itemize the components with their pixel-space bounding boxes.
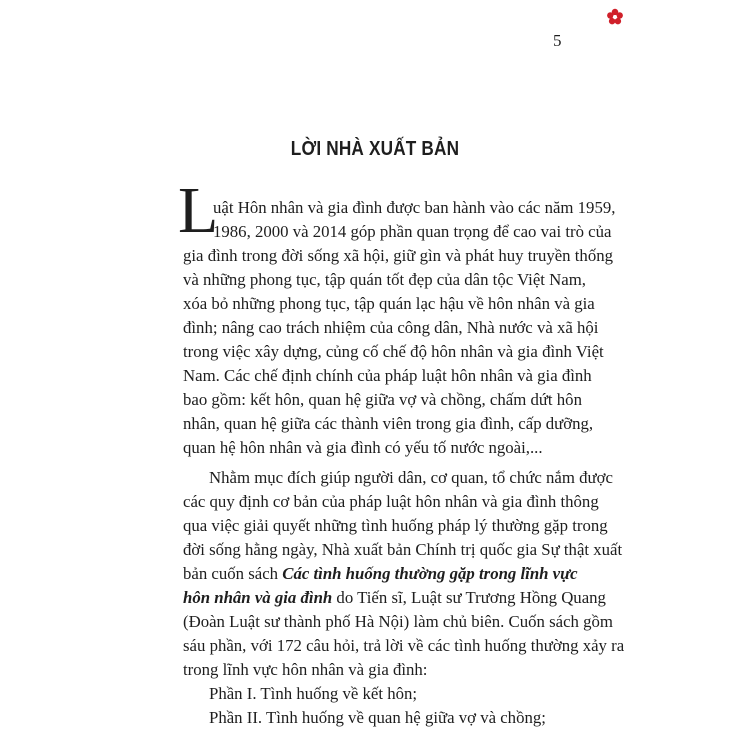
paragraph-line: 1986, 2000 và 2014 góp phần quan trọng để cao vai trò của (213, 222, 612, 241)
paragraph-line: xóa bỏ những phong tục, tập quán lạc hậu về hôn nhân và gia (183, 294, 595, 313)
paragraph-line: qua việc giải quyết những tình huống pháp lý thường gặp trong (183, 516, 608, 535)
paragraph-line: gia đình trong đời sống xã hội, giữ gìn và phát huy truyền thống (183, 246, 613, 265)
paragraph-line (183, 586, 606, 610)
paragraph-line: uật Hôn nhân và gia đình được ban hành vào các năm 1959, (213, 198, 616, 217)
list-item: Phần I. Tình huống về kết hôn; (209, 684, 418, 703)
paragraph-line: sáu phần, với 172 câu hỏi, trả lời về các tình huống thường xảy ra (183, 636, 625, 655)
paragraph-line: Nhằm mục đích giúp người dân, cơ quan, tổ chức nắm được (209, 468, 613, 487)
book-title-emphasis: Các tình huống thường gặp trong lĩnh vực (282, 564, 578, 583)
paragraph-line: Nam. Các chế định chính của pháp luật hôn nhân và gia đình (183, 366, 592, 385)
list-item: Phần II. Tình huống về quan hệ giữa vợ và chồng; (209, 708, 546, 727)
paragraph-line: (Đoàn Luật sư thành phố Hà Nội) làm chủ biên. Cuốn sách gồm (183, 612, 613, 631)
drop-cap: L (178, 174, 219, 247)
paragraph-line: trong lĩnh vực hôn nhân và gia đình: (183, 660, 428, 679)
paragraph-line: và những phong tục, tập quán tốt đẹp của dân tộc Việt Nam, (183, 270, 586, 289)
paragraph-line: đời sống hằng ngày, Nhà xuất bản Chính trị quốc gia Sự thật xuất (183, 540, 623, 559)
text-segment: bản cuốn sách (183, 564, 283, 583)
book-title-emphasis: hôn nhân và gia đình (183, 588, 333, 607)
paragraph-line: các quy định cơ bản của pháp luật hôn nhân và gia đình thông (183, 492, 599, 511)
paragraph-line (183, 562, 578, 586)
page-number: 5 (553, 31, 562, 50)
text-segment: do Tiến sĩ, Luật sư Trương Hồng Quang (332, 588, 606, 607)
paragraph-line: bao gồm: kết hôn, quan hệ giữa vợ và chồng, chấm dứt hôn (183, 390, 582, 409)
publisher-flower-logo-icon (606, 8, 624, 26)
paragraph-line: nhân, quan hệ giữa các thành viên trong gia đình, cấp dưỡng, (183, 414, 594, 433)
page-title: LỜI NHÀ XUẤT BẢN (290, 138, 460, 160)
paragraph-line: đình; nâng cao trách nhiệm của công dân, Nhà nước và xã hội (183, 318, 599, 337)
paragraph-line: quan hệ hôn nhân và gia đình có yếu tố nước ngoài,... (183, 438, 543, 457)
paragraph-line: trong việc xây dựng, củng cố chế độ hôn nhân và gia đình Việt (183, 342, 604, 361)
